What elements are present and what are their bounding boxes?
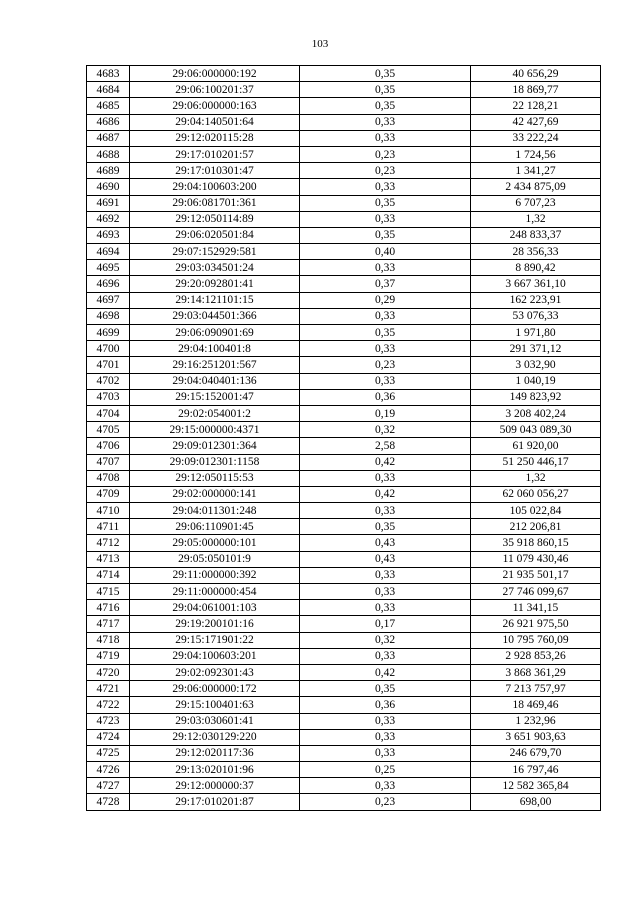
cadastral-number-cell: 29:04:100603:201 [130, 648, 300, 664]
rate-cell: 0,33 [300, 211, 471, 227]
table-row [87, 260, 601, 276]
rate-cell: 0,35 [300, 681, 471, 697]
cadastral-number-cell: 29:12:000000:37 [130, 778, 300, 794]
amount-cell: 162 223,91 [471, 292, 601, 308]
cadastral-number-cell: 29:03:030601:41 [130, 713, 300, 729]
rate-cell: 0,25 [300, 762, 471, 778]
table-row [87, 276, 601, 292]
row-number-cell: 4692 [87, 211, 130, 227]
cadastral-number-cell: 29:02:054001:2 [130, 405, 300, 421]
amount-cell: 3 868 361,29 [471, 664, 601, 680]
cadastral-number-cell: 29:06:090901:69 [130, 325, 300, 341]
cadastral-number-cell: 29:16:251201:567 [130, 357, 300, 373]
rate-cell: 0,33 [300, 584, 471, 600]
table-row [87, 729, 601, 745]
amount-cell: 42 427,69 [471, 114, 601, 130]
table-row [87, 438, 601, 454]
rate-cell: 0,33 [300, 745, 471, 761]
amount-cell: 3 651 903,63 [471, 729, 601, 745]
table-row [87, 600, 601, 616]
amount-cell: 22 128,21 [471, 98, 601, 114]
rate-cell: 0,23 [300, 163, 471, 179]
table-row [87, 308, 601, 324]
amount-cell: 61 920,00 [471, 438, 601, 454]
table-row [87, 454, 601, 470]
amount-cell: 53 076,33 [471, 308, 601, 324]
rate-cell: 0,36 [300, 697, 471, 713]
row-number-cell: 4689 [87, 163, 130, 179]
amount-cell: 8 890,42 [471, 260, 601, 276]
table-row [87, 373, 601, 389]
page-number: 103 [311, 38, 329, 50]
amount-cell: 1 971,80 [471, 325, 601, 341]
amount-cell: 698,00 [471, 794, 601, 810]
cadastral-number-cell: 29:03:034501:24 [130, 260, 300, 276]
table-row [87, 551, 601, 567]
rate-cell: 0,33 [300, 567, 471, 583]
cadastral-number-cell: 29:06:110901:45 [130, 519, 300, 535]
table-row [87, 163, 601, 179]
cadastral-number-cell: 29:05:050101:9 [130, 551, 300, 567]
row-number-cell: 4698 [87, 308, 130, 324]
table-row [87, 66, 601, 82]
row-number-cell: 4714 [87, 567, 130, 583]
row-number-cell: 4728 [87, 794, 130, 810]
table-row [87, 227, 601, 243]
rate-cell: 0,33 [300, 470, 471, 486]
cadastral-number-cell: 29:15:100401:63 [130, 697, 300, 713]
cadastral-number-cell: 29:12:030129:220 [130, 729, 300, 745]
rate-cell: 0,33 [300, 373, 471, 389]
rate-cell: 0,33 [300, 503, 471, 519]
cadastral-number-cell: 29:04:140501:64 [130, 114, 300, 130]
rate-cell: 0,42 [300, 486, 471, 502]
cadastral-number-cell: 29:02:092301:43 [130, 664, 300, 680]
rate-cell: 0,37 [300, 276, 471, 292]
cadastral-number-cell: 29:06:081701:361 [130, 195, 300, 211]
table-row [87, 130, 601, 146]
rate-cell: 0,35 [300, 519, 471, 535]
cadastral-number-cell: 29:06:000000:163 [130, 98, 300, 114]
row-number-cell: 4691 [87, 195, 130, 211]
row-number-cell: 4718 [87, 632, 130, 648]
rate-cell: 0,33 [300, 729, 471, 745]
cadastral-number-cell: 29:02:000000:141 [130, 486, 300, 502]
row-number-cell: 4726 [87, 762, 130, 778]
row-number-cell: 4683 [87, 66, 130, 82]
amount-cell: 62 060 056,27 [471, 486, 601, 502]
registry-table-body [87, 66, 601, 811]
amount-cell: 1 724,56 [471, 146, 601, 162]
amount-cell: 248 833,37 [471, 227, 601, 243]
cadastral-number-cell: 29:15:000000:4371 [130, 422, 300, 438]
row-number-cell: 4688 [87, 146, 130, 162]
row-number-cell: 4725 [87, 745, 130, 761]
rate-cell: 0,35 [300, 195, 471, 211]
cadastral-number-cell: 29:04:100603:200 [130, 179, 300, 195]
cadastral-number-cell: 29:04:040401:136 [130, 373, 300, 389]
row-number-cell: 4702 [87, 373, 130, 389]
rate-cell: 0,35 [300, 66, 471, 82]
row-number-cell: 4713 [87, 551, 130, 567]
row-number-cell: 4710 [87, 503, 130, 519]
cadastral-number-cell: 29:17:010201:87 [130, 794, 300, 810]
amount-cell: 33 222,24 [471, 130, 601, 146]
table-row [87, 503, 601, 519]
table-row [87, 519, 601, 535]
rate-cell: 0,35 [300, 98, 471, 114]
table-row [87, 535, 601, 551]
cadastral-number-cell: 29:05:000000:101 [130, 535, 300, 551]
cadastral-number-cell: 29:06:000000:192 [130, 66, 300, 82]
row-number-cell: 4717 [87, 616, 130, 632]
amount-cell: 16 797,46 [471, 762, 601, 778]
cadastral-number-cell: 29:12:050115:53 [130, 470, 300, 486]
cadastral-number-cell: 29:17:010301:47 [130, 163, 300, 179]
amount-cell: 51 250 446,17 [471, 454, 601, 470]
rate-cell: 0,23 [300, 357, 471, 373]
row-number-cell: 4711 [87, 519, 130, 535]
table-row [87, 405, 601, 421]
row-number-cell: 4727 [87, 778, 130, 794]
amount-cell: 212 206,81 [471, 519, 601, 535]
amount-cell: 18 869,77 [471, 82, 601, 98]
amount-cell: 18 469,46 [471, 697, 601, 713]
table-row [87, 745, 601, 761]
amount-cell: 12 582 365,84 [471, 778, 601, 794]
table-row [87, 98, 601, 114]
amount-cell: 1,32 [471, 211, 601, 227]
rate-cell: 0,29 [300, 292, 471, 308]
row-number-cell: 4723 [87, 713, 130, 729]
amount-cell: 1,32 [471, 470, 601, 486]
cadastral-number-cell: 29:06:020501:84 [130, 227, 300, 243]
row-number-cell: 4722 [87, 697, 130, 713]
cadastral-number-cell: 29:11:000000:392 [130, 567, 300, 583]
amount-cell: 291 371,12 [471, 341, 601, 357]
amount-cell: 2 434 875,09 [471, 179, 601, 195]
table-row [87, 244, 601, 260]
rate-cell: 0,33 [300, 778, 471, 794]
amount-cell: 105 022,84 [471, 503, 601, 519]
table-row [87, 632, 601, 648]
amount-cell: 35 918 860,15 [471, 535, 601, 551]
row-number-cell: 4706 [87, 438, 130, 454]
rate-cell: 0,33 [300, 713, 471, 729]
rate-cell: 0,23 [300, 794, 471, 810]
table-row [87, 195, 601, 211]
amount-cell: 7 213 757,97 [471, 681, 601, 697]
row-number-cell: 4704 [87, 405, 130, 421]
row-number-cell: 4721 [87, 681, 130, 697]
row-number-cell: 4701 [87, 357, 130, 373]
rate-cell: 2,58 [300, 438, 471, 454]
cadastral-number-cell: 29:07:152929:581 [130, 244, 300, 260]
row-number-cell: 4715 [87, 584, 130, 600]
table-row [87, 584, 601, 600]
table-row [87, 292, 601, 308]
cadastral-number-cell: 29:15:171901:22 [130, 632, 300, 648]
rate-cell: 0,33 [300, 114, 471, 130]
amount-cell: 26 921 975,50 [471, 616, 601, 632]
row-number-cell: 4700 [87, 341, 130, 357]
row-number-cell: 4720 [87, 664, 130, 680]
rate-cell: 0,42 [300, 664, 471, 680]
row-number-cell: 4687 [87, 130, 130, 146]
row-number-cell: 4693 [87, 227, 130, 243]
cadastral-number-cell: 29:06:000000:172 [130, 681, 300, 697]
amount-cell: 6 707,23 [471, 195, 601, 211]
rate-cell: 0,32 [300, 632, 471, 648]
row-number-cell: 4712 [87, 535, 130, 551]
amount-cell: 1 341,27 [471, 163, 601, 179]
amount-cell: 509 043 089,30 [471, 422, 601, 438]
amount-cell: 27 746 099,67 [471, 584, 601, 600]
table-row [87, 616, 601, 632]
row-number-cell: 4685 [87, 98, 130, 114]
amount-cell: 1 040,19 [471, 373, 601, 389]
table-row [87, 713, 601, 729]
amount-cell: 11 341,15 [471, 600, 601, 616]
row-number-cell: 4724 [87, 729, 130, 745]
rate-cell: 0,43 [300, 535, 471, 551]
rate-cell: 0,40 [300, 244, 471, 260]
table-row [87, 681, 601, 697]
table-row [87, 357, 601, 373]
table-row [87, 422, 601, 438]
table-row [87, 794, 601, 810]
row-number-cell: 4690 [87, 179, 130, 195]
row-number-cell: 4699 [87, 325, 130, 341]
cadastral-number-cell: 29:19:200101:16 [130, 616, 300, 632]
cadastral-number-cell: 29:17:010201:57 [130, 146, 300, 162]
cadastral-number-cell: 29:09:012301:364 [130, 438, 300, 454]
amount-cell: 10 795 760,09 [471, 632, 601, 648]
row-number-cell: 4684 [87, 82, 130, 98]
table-row [87, 470, 601, 486]
table-row [87, 146, 601, 162]
rate-cell: 0,33 [300, 179, 471, 195]
amount-cell: 1 232,96 [471, 713, 601, 729]
table-row [87, 179, 601, 195]
row-number-cell: 4696 [87, 276, 130, 292]
row-number-cell: 4709 [87, 486, 130, 502]
rate-cell: 0,33 [300, 308, 471, 324]
amount-cell: 28 356,33 [471, 244, 601, 260]
table-row [87, 648, 601, 664]
cadastral-number-cell: 29:12:050114:89 [130, 211, 300, 227]
row-number-cell: 4694 [87, 244, 130, 260]
amount-cell: 3 032,90 [471, 357, 601, 373]
cadastral-number-cell: 29:14:121101:15 [130, 292, 300, 308]
rate-cell: 0,17 [300, 616, 471, 632]
rate-cell: 0,35 [300, 325, 471, 341]
cadastral-number-cell: 29:15:152001:47 [130, 389, 300, 405]
row-number-cell: 4703 [87, 389, 130, 405]
cadastral-number-cell: 29:03:044501:366 [130, 308, 300, 324]
table-row [87, 389, 601, 405]
table-row [87, 778, 601, 794]
row-number-cell: 4707 [87, 454, 130, 470]
rate-cell: 0,35 [300, 227, 471, 243]
row-number-cell: 4695 [87, 260, 130, 276]
table-row [87, 664, 601, 680]
table-row [87, 82, 601, 98]
registry-table [86, 65, 601, 811]
cadastral-number-cell: 29:11:000000:454 [130, 584, 300, 600]
cadastral-number-cell: 29:09:012301:1158 [130, 454, 300, 470]
cadastral-number-cell: 29:20:092801:41 [130, 276, 300, 292]
cadastral-number-cell: 29:12:020117:36 [130, 745, 300, 761]
rate-cell: 0,32 [300, 422, 471, 438]
rate-cell: 0,36 [300, 389, 471, 405]
rate-cell: 0,42 [300, 454, 471, 470]
table-row [87, 114, 601, 130]
amount-cell: 11 079 430,46 [471, 551, 601, 567]
amount-cell: 3 208 402,24 [471, 405, 601, 421]
amount-cell: 21 935 501,17 [471, 567, 601, 583]
cadastral-number-cell: 29:04:011301:248 [130, 503, 300, 519]
rate-cell: 0,43 [300, 551, 471, 567]
amount-cell: 40 656,29 [471, 66, 601, 82]
row-number-cell: 4708 [87, 470, 130, 486]
rate-cell: 0,33 [300, 341, 471, 357]
table-row [87, 762, 601, 778]
row-number-cell: 4719 [87, 648, 130, 664]
amount-cell: 2 928 853,26 [471, 648, 601, 664]
row-number-cell: 4716 [87, 600, 130, 616]
row-number-cell: 4697 [87, 292, 130, 308]
rate-cell: 0,33 [300, 600, 471, 616]
rate-cell: 0,33 [300, 648, 471, 664]
amount-cell: 3 667 361,10 [471, 276, 601, 292]
row-number-cell: 4705 [87, 422, 130, 438]
table-row [87, 211, 601, 227]
cadastral-number-cell: 29:12:020115:28 [130, 130, 300, 146]
rate-cell: 0,23 [300, 146, 471, 162]
cadastral-number-cell: 29:04:100401:8 [130, 341, 300, 357]
amount-cell: 149 823,92 [471, 389, 601, 405]
cadastral-number-cell: 29:13:020101:96 [130, 762, 300, 778]
table-row [87, 486, 601, 502]
cadastral-number-cell: 29:06:100201:37 [130, 82, 300, 98]
cadastral-number-cell: 29:04:061001:103 [130, 600, 300, 616]
rate-cell: 0,33 [300, 260, 471, 276]
rate-cell: 0,33 [300, 130, 471, 146]
table-row [87, 567, 601, 583]
rate-cell: 0,35 [300, 82, 471, 98]
table-row [87, 341, 601, 357]
amount-cell: 246 679,70 [471, 745, 601, 761]
row-number-cell: 4686 [87, 114, 130, 130]
table-row [87, 325, 601, 341]
table-row [87, 697, 601, 713]
rate-cell: 0,19 [300, 405, 471, 421]
